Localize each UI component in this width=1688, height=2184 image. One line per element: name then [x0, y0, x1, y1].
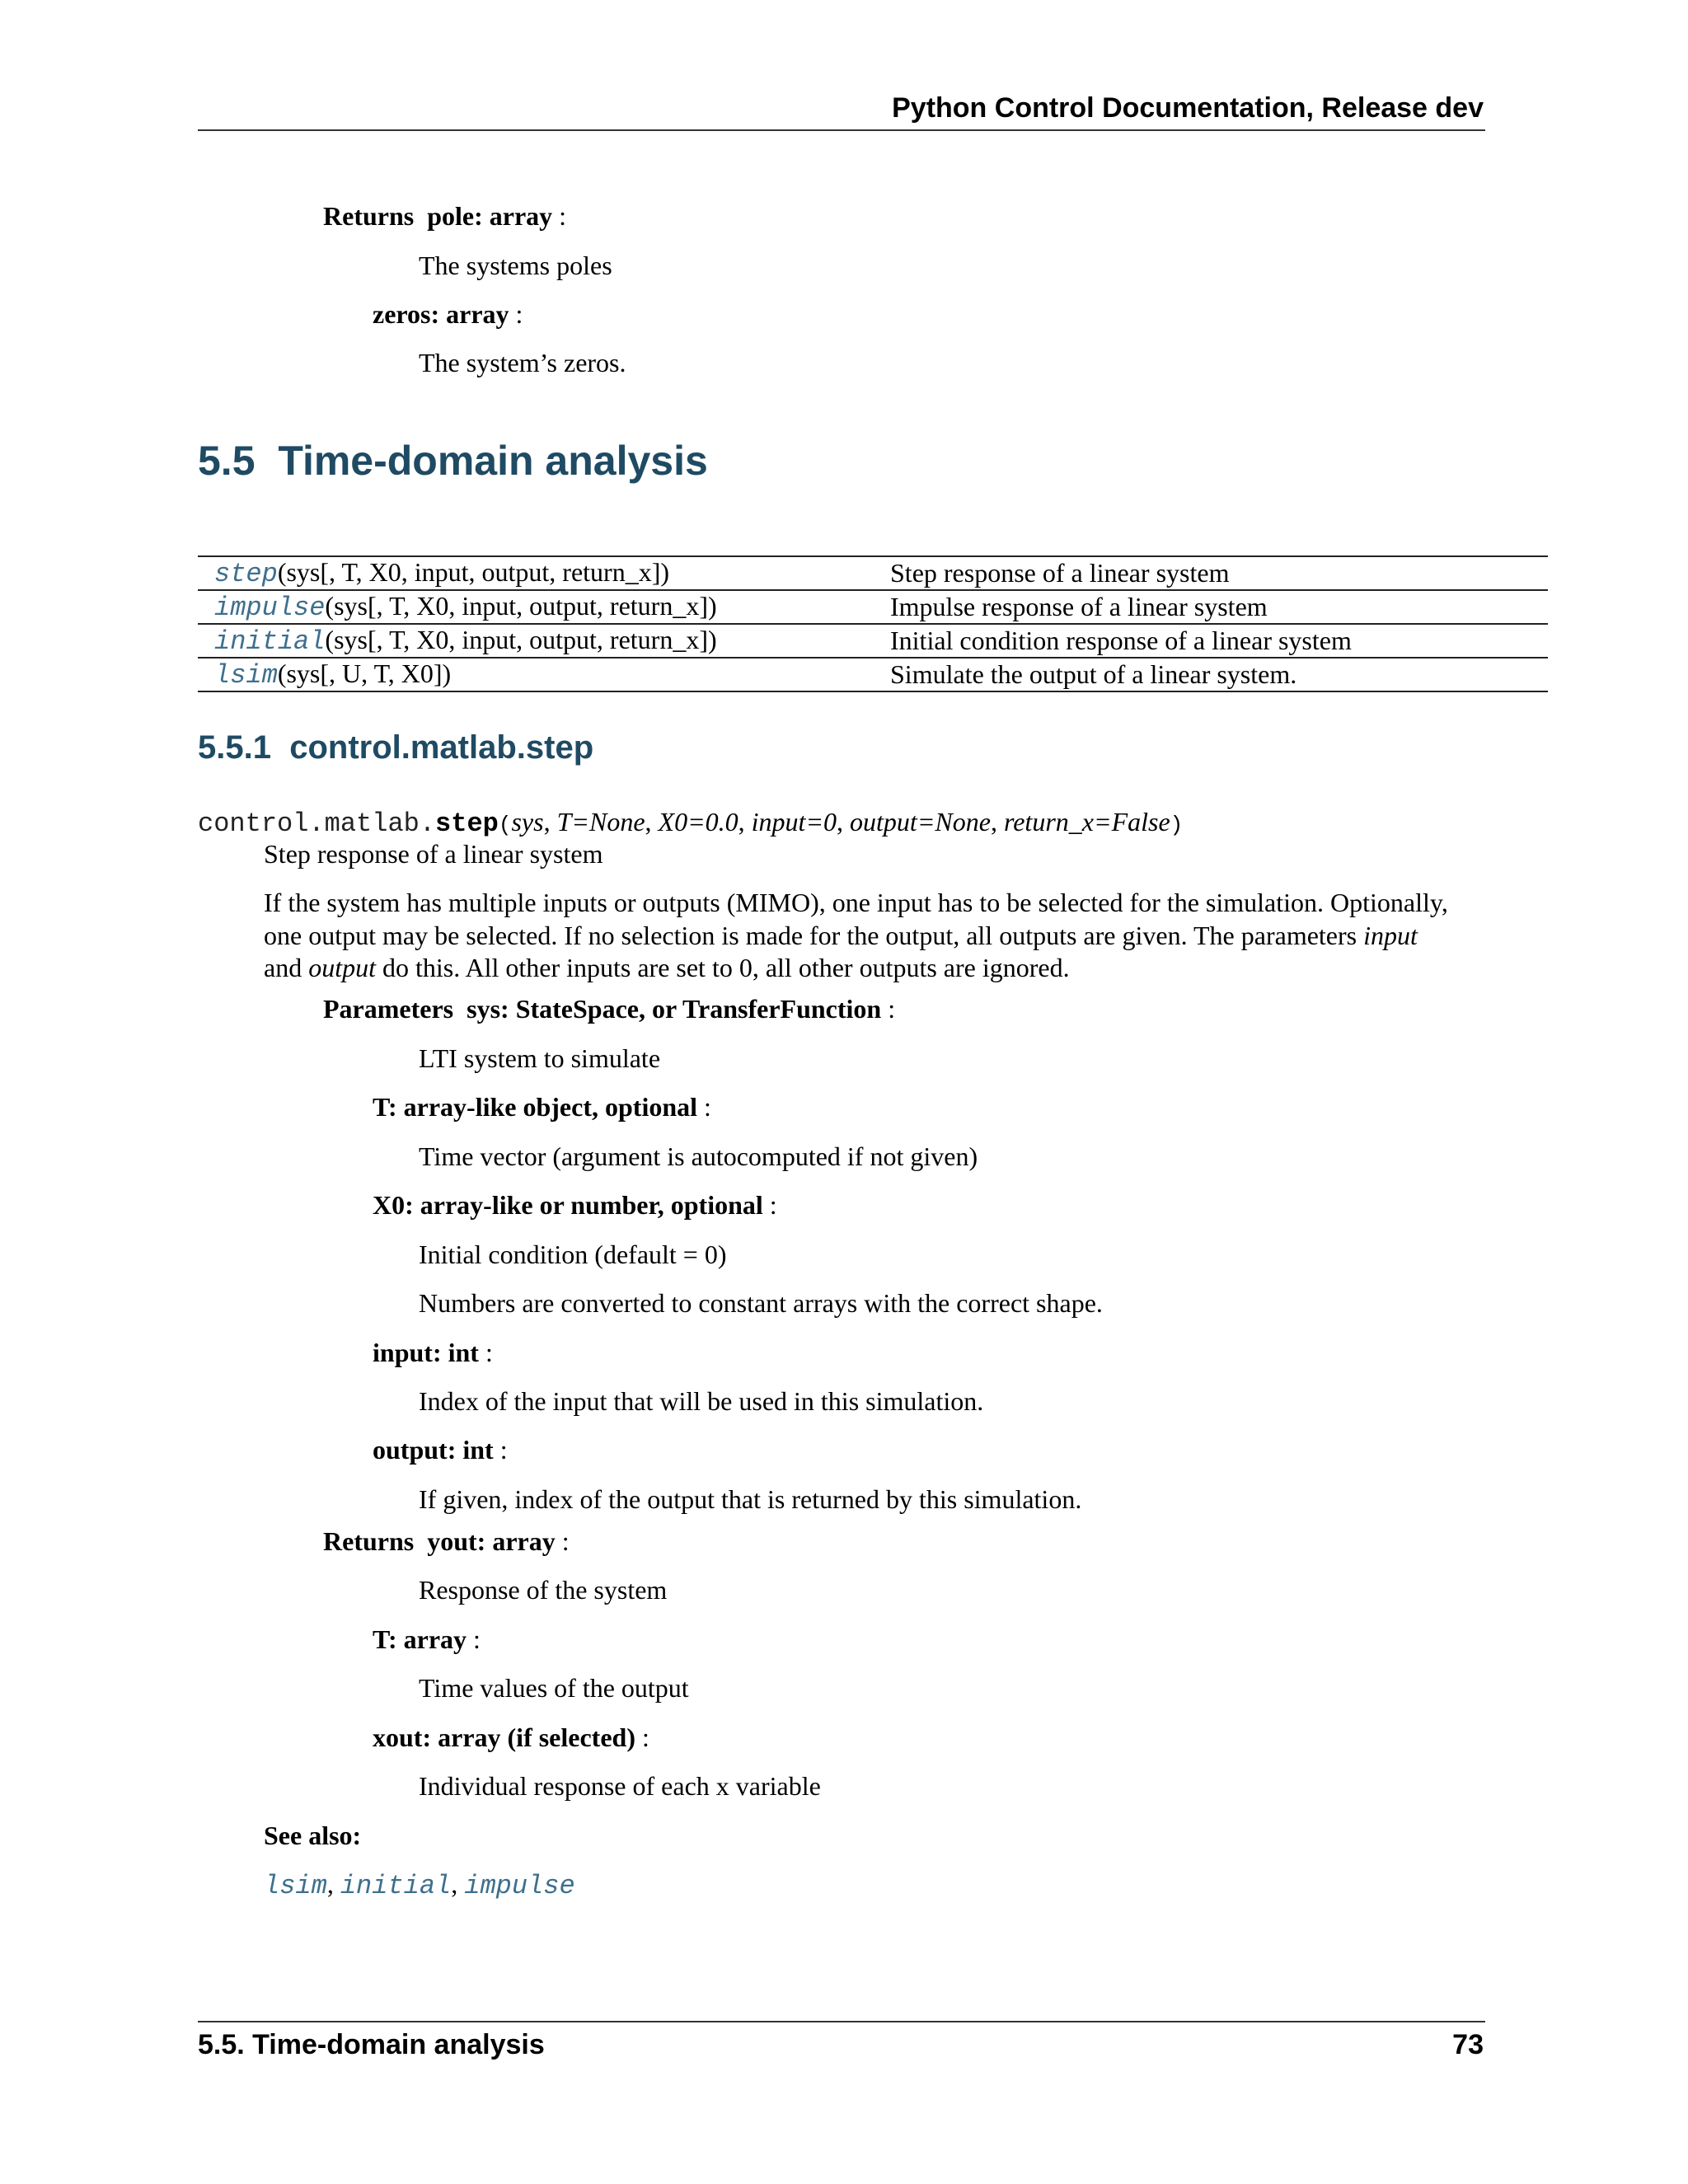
footer-section: 5.5. Time-domain analysis	[198, 2029, 545, 2060]
subsection-title: control.matlab.step	[289, 729, 594, 766]
table-row	[198, 556, 1548, 590]
section-title: Time-domain analysis	[278, 438, 708, 484]
page-number: 73	[1452, 2029, 1484, 2060]
see-also-impulse-link[interactable]: impulse	[464, 1871, 575, 1901]
func-args: (sys[, T, X0, input, output, return_x])	[277, 557, 670, 587]
return-name: yout: array	[427, 1526, 556, 1556]
param-desc: Time vector (argument is autocomputed if not given)	[419, 1141, 978, 1171]
signature-name: step	[435, 808, 499, 839]
short-description: Step response of a linear system	[264, 839, 603, 869]
summary-table	[198, 555, 1548, 692]
table-row	[198, 624, 1548, 658]
param-desc: Index of the input that will be used in this simulation.	[419, 1386, 984, 1416]
table-row	[198, 658, 1548, 691]
table-cell	[198, 556, 874, 590]
param-field: X0: array-like or number, optional :	[373, 1190, 777, 1220]
see-also-links	[264, 1868, 575, 1903]
param-desc: If given, index of the output that is returned by this simulation.	[419, 1484, 1082, 1514]
return-desc: The systems poles	[419, 251, 612, 280]
long-description-line	[264, 951, 1070, 984]
long-desc-text: one output may be selected. If no selection is made for the output, all outputs are given. The parameters	[264, 921, 1357, 950]
subsection-heading	[198, 729, 593, 766]
param-output: output=None	[850, 807, 991, 837]
separator: ,	[326, 1869, 334, 1899]
table-row	[198, 590, 1548, 624]
return-desc: Individual response of each x variable	[419, 1771, 821, 1801]
separator: ,	[451, 1869, 458, 1899]
signature-open: (	[498, 813, 512, 837]
table-cell: Step response of a linear system	[874, 556, 1548, 590]
running-header: Python Control Documentation, Release dev	[892, 92, 1484, 124]
function-signature: control.matlab.step(sys, T=None, X0=0.0, input=0, output=None, return_x=False)	[198, 807, 1184, 839]
returns-label: Returns	[323, 201, 415, 231]
table-cell	[198, 590, 874, 624]
long-description-line: If the system has multiple inputs or outputs (MIMO), one input has to be selected for the simulation. Optionally,	[264, 888, 1448, 917]
signature-prefix: control.matlab.	[198, 808, 436, 839]
signature-close: )	[1170, 813, 1184, 837]
param-field: output: int :	[373, 1435, 508, 1465]
param-return-x: return_x=False	[1003, 807, 1170, 837]
param-name: output: int	[373, 1435, 494, 1465]
returns-field: Returns yout: array :	[323, 1526, 570, 1556]
returns-field: Returns pole: array :	[323, 201, 567, 231]
return-name: xout: array (if selected)	[373, 1722, 635, 1752]
parameters-field: Parameters sys: StateSpace, or TransferFunction :	[323, 994, 896, 1024]
section-heading	[198, 437, 708, 485]
param-name: sys: StateSpace, or TransferFunction	[467, 994, 882, 1024]
return-desc: Response of the system	[419, 1575, 668, 1605]
return-name: pole: array	[427, 201, 553, 231]
param-desc: Initial condition (default = 0)	[419, 1240, 727, 1269]
return-field: xout: array (if selected) :	[373, 1722, 649, 1752]
em-input: input	[1363, 921, 1418, 950]
table-cell: Impulse response of a linear system	[874, 590, 1548, 624]
func-args: (sys[, T, X0, input, output, return_x])	[325, 591, 717, 621]
see-also-lsim-link[interactable]: lsim	[264, 1871, 327, 1901]
param-field: T: array-like object, optional :	[373, 1092, 711, 1122]
return-name: T: array	[373, 1624, 467, 1654]
param-input: input=0	[751, 807, 837, 837]
footer-rule	[198, 2021, 1485, 2022]
long-description-line	[264, 919, 1467, 952]
see-also-initial-link[interactable]: initial	[340, 1871, 452, 1901]
returns-label: Returns	[323, 1526, 415, 1556]
param-name: X0: array-like or number, optional	[373, 1190, 763, 1220]
param-desc: LTI system to simulate	[419, 1043, 661, 1073]
param-name: input: int	[373, 1338, 479, 1367]
parameters-label: Parameters	[323, 994, 454, 1024]
table-cell: Simulate the output of a linear system.	[874, 658, 1548, 691]
table-cell	[198, 658, 874, 691]
param-field: input: int :	[373, 1338, 493, 1367]
return-desc: The system’s zeros.	[419, 348, 626, 377]
lsim-link[interactable]: lsim	[214, 660, 278, 691]
func-args: (sys[, U, T, X0])	[277, 658, 452, 688]
em-output: output	[308, 953, 376, 982]
header-rule	[198, 129, 1485, 131]
initial-link[interactable]: initial	[214, 626, 326, 657]
param-name: T: array-like object, optional	[373, 1092, 698, 1122]
func-args: (sys[, T, X0, input, output, return_x])	[325, 625, 717, 654]
long-desc-text: and	[264, 953, 302, 982]
table-cell: Initial condition response of a linear system	[874, 624, 1548, 658]
subsection-number: 5.5.1	[198, 729, 271, 766]
param-sys: sys	[511, 807, 544, 837]
param-t: T=None	[556, 807, 645, 837]
return-name: zeros: array	[373, 299, 509, 329]
impulse-link[interactable]: impulse	[214, 593, 326, 623]
step-link[interactable]: step	[214, 559, 278, 589]
return-field: zeros: array :	[373, 299, 523, 329]
see-also-label: See also:	[264, 1821, 362, 1850]
param-desc: Numbers are converted to constant arrays with the correct shape.	[419, 1288, 1103, 1318]
section-number: 5.5	[198, 438, 256, 484]
table-cell	[198, 624, 874, 658]
param-x0: X0=0.0	[658, 807, 738, 837]
long-desc-text: do this. All other inputs are set to 0, all other outputs are ignored.	[382, 953, 1070, 982]
return-desc: Time values of the output	[419, 1673, 689, 1703]
return-field: T: array :	[373, 1624, 481, 1654]
